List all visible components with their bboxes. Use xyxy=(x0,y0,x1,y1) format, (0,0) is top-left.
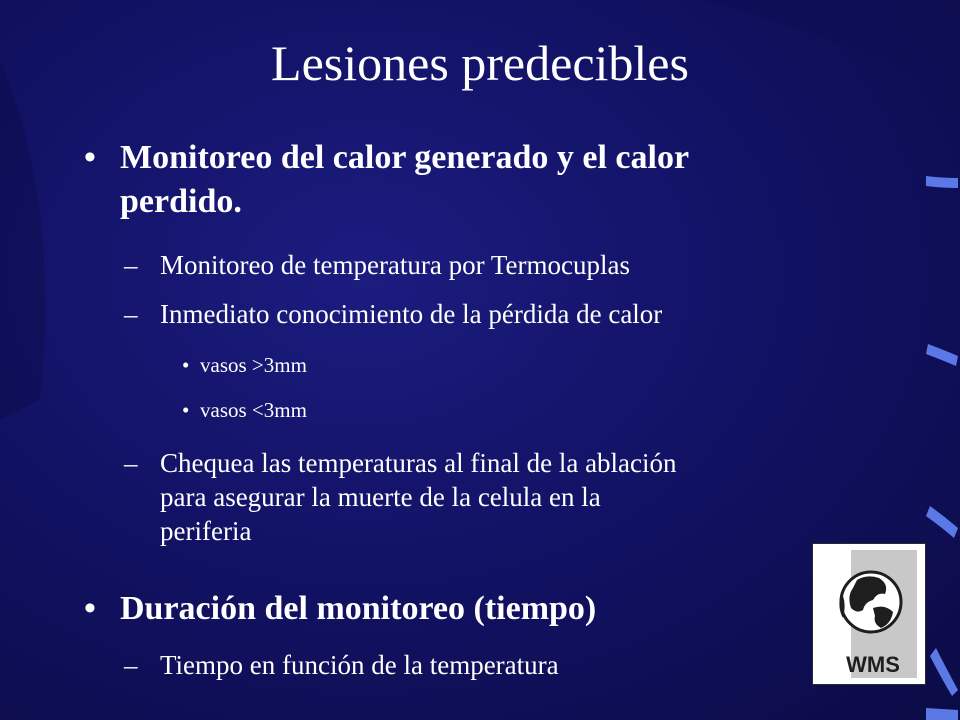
sub-bullet-1-text: Monitoreo de temperatura por Termocuplas xyxy=(160,250,630,280)
sub-bullet-3-line-2: para asegurar la muerte de la celula en la xyxy=(160,482,601,512)
decorative-arc-left xyxy=(0,60,45,420)
bullet-2 xyxy=(84,587,597,631)
sub-sub-bullet-1 xyxy=(182,352,307,378)
edge-stroke-2 xyxy=(926,344,958,366)
sub-bullet-2 xyxy=(124,297,663,331)
bullet-marker: • xyxy=(84,590,96,627)
bullet-1-line-2: perdido. xyxy=(120,183,242,220)
sub-bullet-4 xyxy=(124,648,559,682)
bullet-1 xyxy=(84,136,690,224)
sub-bullet-3-line-1: Chequea las temperaturas al final de la ablación xyxy=(160,448,677,478)
edge-stroke-4 xyxy=(930,648,958,696)
sub-sub-bullet-2 xyxy=(182,397,307,423)
logo-graphic xyxy=(813,544,925,684)
bullet-2-text: Duración del monitoreo (tiempo) xyxy=(120,590,597,627)
dash-marker: – xyxy=(124,299,138,329)
sub-bullet-1 xyxy=(124,248,630,282)
logo-wordmark: WMS xyxy=(846,652,900,677)
sub-bullet-3 xyxy=(124,446,677,548)
sub-bullet-3-line-3: periferia xyxy=(160,516,252,546)
edge-stroke-5 xyxy=(926,708,958,720)
bullet-marker: • xyxy=(84,139,96,176)
dash-marker: – xyxy=(124,650,138,680)
bullet-marker: • xyxy=(182,398,190,422)
dash-marker: – xyxy=(124,448,138,478)
bullet-marker: • xyxy=(182,353,190,377)
edge-stroke-1 xyxy=(926,176,958,188)
dash-marker: – xyxy=(124,250,138,280)
sub-bullet-2-text: Inmediato conocimiento de la pérdida de calor xyxy=(160,299,663,329)
bullet-1-line-1: Monitoreo del calor generado y el calor xyxy=(120,139,690,176)
sub-bullet-4-text: Tiempo en función de la temperatura xyxy=(160,650,559,680)
sub-sub-bullet-2-text: vasos <3mm xyxy=(200,398,307,422)
sub-sub-bullet-1-text: vasos >3mm xyxy=(200,353,307,377)
wms-logo xyxy=(812,543,926,685)
slide-title: Lesiones predecibles xyxy=(271,35,689,91)
globe-icon xyxy=(839,572,901,632)
edge-stroke-3 xyxy=(926,506,958,538)
